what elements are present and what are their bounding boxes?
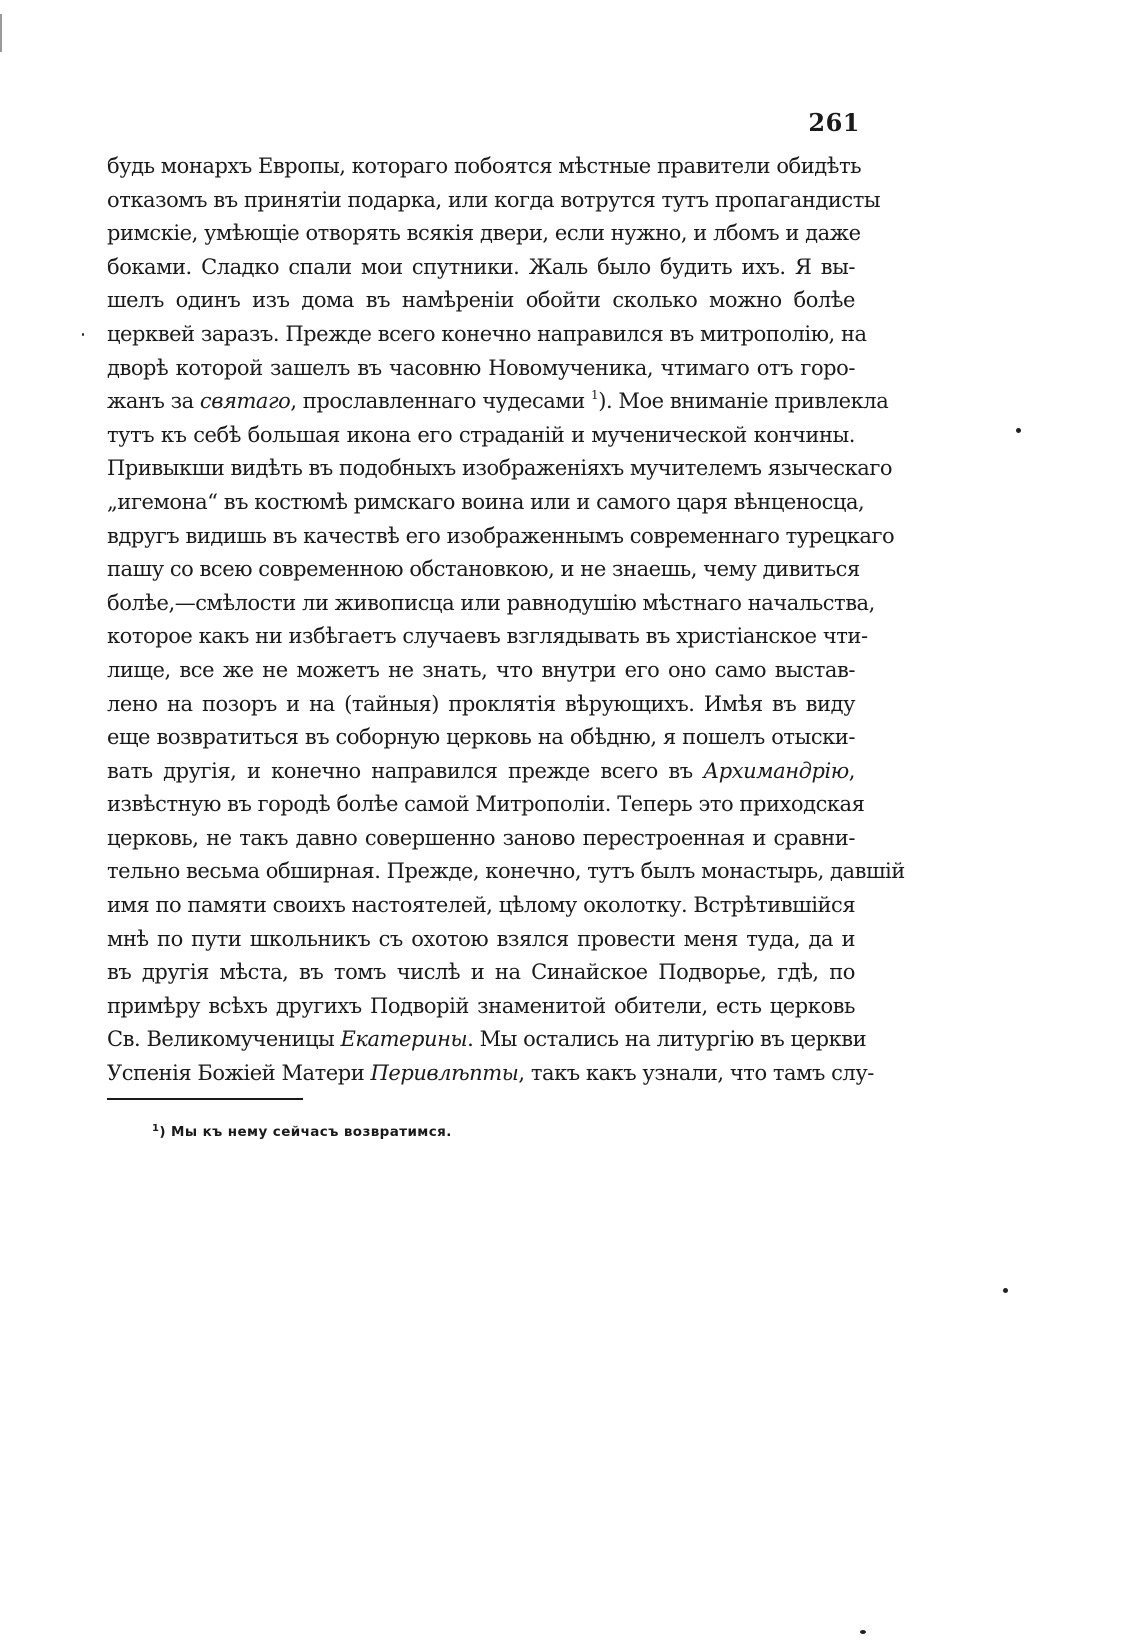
page-number: 261 (808, 108, 860, 137)
text-line: Привыкши видѣть въ подобныхъ изображеніяхъ мучителемъ языческаго (107, 456, 893, 481)
text-line: боками. Сладко спали мои спутники. Жаль было будить ихъ. Я вы- (107, 254, 855, 279)
text-line: церковь, не такъ давно совершенно заново перестроенная и сравни- (107, 825, 855, 850)
text-line: лище, все же не можетъ не знать, что внутри его оно само выстав- (107, 657, 855, 682)
footnote (152, 1124, 452, 1140)
footnote-text: ) Мы къ нему сейчасъ возвратимся. (159, 1124, 452, 1140)
scan-speck (1016, 428, 1021, 433)
scan-speck (860, 1630, 866, 1634)
text-line: тутъ къ себѣ большая икона его страданій и мученической кончины. (107, 422, 855, 447)
text-line: будь монархъ Европы, котораго побоятся мѣстные правители обидѣть (107, 154, 862, 178)
page-edge-mark (0, 14, 2, 52)
footnote-mark: 1 (152, 1123, 160, 1134)
footnote-reference: 1 (591, 388, 599, 403)
italic-term: святаго (199, 389, 291, 414)
text-line: болѣе,—смѣлости ли живописца или равнодушію мѣстнаго начальства, (107, 590, 875, 615)
text-line: тельно весьма обширная. Прежде, конечно, тутъ былъ монастырь, давшій (107, 859, 905, 884)
text-line: Успенія Божіей Матери Перивлѣпты, такъ какъ узнали, что тамъ слу- (107, 1061, 874, 1086)
text-line: „игемона“ въ костюмѣ римскаго воина или и самого царя вѣнценосца, (107, 489, 865, 514)
text-line: римскіе, умѣющіе отворять всякія двери, если нужно, и лбомъ и даже (107, 221, 861, 246)
scan-speck (82, 333, 84, 336)
text-line: отказомъ въ принятіи подарка, или когда вотрутся тутъ пропагандисты (107, 187, 881, 212)
text-line: въ другія мѣста, въ томъ числѣ и на Синайское Подворье, гдѣ, по (107, 960, 855, 985)
text-line: вдругъ видишь въ качествѣ его изображеннымъ современнаго турецкаго (107, 523, 895, 548)
body-text (107, 150, 905, 1091)
text-line: пашу со всею современною обстановкою, и не знаешь, чему дивиться (107, 557, 860, 582)
scan-speck (1003, 1288, 1008, 1293)
text-line: еще возвратиться въ соборную церковь на обѣдню, я пошелъ отыски- (107, 725, 855, 750)
text-line: жанъ за святаго, прославленнаго чудесами $^1$). Мое вниманіе привлекла (107, 388, 889, 414)
text-line: мнѣ по пути школьникъ съ охотою взялся провести меня туда, да и (107, 926, 855, 951)
italic-term: Екатерины (340, 1027, 468, 1052)
italic-term: Перивлѣпты (370, 1061, 519, 1086)
text-line: имя по памяти своихъ настоятелей, цѣлому околотку. Встрѣтившійся (107, 893, 856, 918)
text-line: Св. Великомученицы Екатерины. Мы остались на литургію въ церкви (107, 1027, 867, 1052)
text-line: извѣстную въ городѣ болѣе самой Митрополіи. Теперь это приходская (107, 792, 865, 817)
text-line: примѣру всѣхъ другихъ Подворій знаменитой обители, есть церковь (107, 993, 855, 1018)
text-line: лено на позоръ и на (тайныя) проклятія вѣрующихъ. Имѣя въ виду (107, 691, 855, 716)
footnote-rule (107, 1098, 303, 1100)
text-line: дворѣ которой зашелъ въ часовню Новомученика, чтимаго отъ горо- (107, 355, 855, 380)
italic-term: Архимандрію (703, 758, 849, 783)
text-line: вать другія, и конечно направился прежде всего въ Архимандрію, (107, 758, 855, 783)
text-line: церквей заразъ. Прежде всего конечно направился въ митрополію, на (107, 321, 867, 346)
text-line: шелъ одинъ изъ дома въ намѣреніи обойти сколько можно болѣе (107, 288, 855, 313)
text-line: которое какъ ни избѣгаетъ случаевъ взглядывать въ христіанское чти- (107, 624, 868, 649)
